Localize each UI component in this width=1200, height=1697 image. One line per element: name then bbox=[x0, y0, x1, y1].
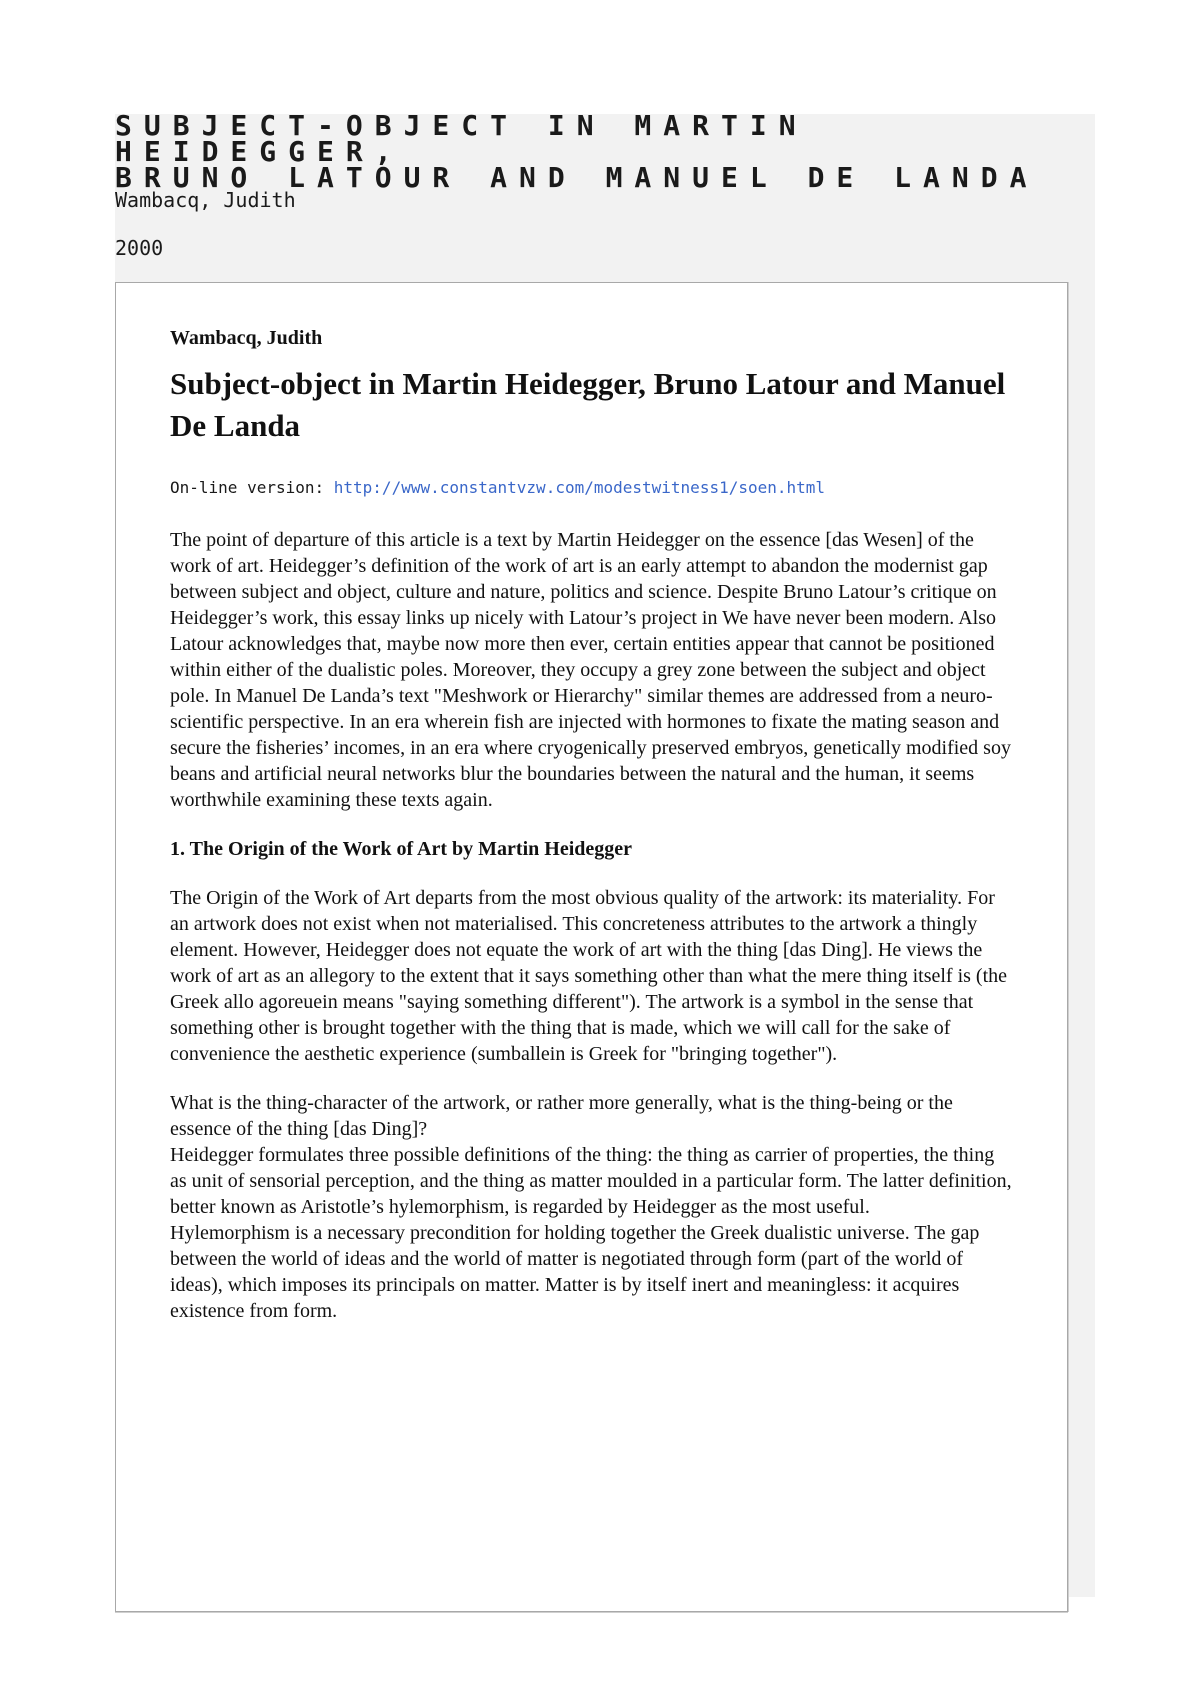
page-title-line-1: SUBJECT-OBJECT IN MARTIN HEIDEGGER, bbox=[115, 109, 808, 168]
header-year: 2000 bbox=[115, 236, 164, 260]
page-title bbox=[115, 109, 1115, 194]
page-title-line-2: BRUNO LATOUR AND MANUEL DE LANDA bbox=[115, 161, 1039, 194]
document-viewer[interactable] bbox=[115, 282, 1068, 1612]
paragraph-thing-line-2: Heidegger formulates three possible definitions of the thing: the thing as carrier of properties, the thing as unit of sensorial perception, and the thing as matter moulded in a particular form. The latter definition, better known as Aristotle’s hylemorphism, is regarded by Heidegger as the most useful. bbox=[170, 1144, 1012, 1218]
paragraph-intro: The point of departure of this article is a text by Martin Heidegger on the essence [das Wesen] of the work of art. Heidegger’s definition of the work of art is an early attempt to abandon the modernist gap between subject and object, culture and nature, politics and science. Despite Bruno Latour’s critique on Heidegger’s work, this essay links up nicely with Latour’s project in We have never been modern. Also Latour acknowledges that, maybe now more then ever, certain entities appear that cannot be positioned within either of the dualistic poles. Moreover, they occupy a grey zone between the subject and object pole. In Manuel De Landa’s text "Meshwork or Hierarchy" similar themes are addressed from a neuro-scientific perspective. In an era wherein fish are injected with hormones to fixate the mating season and secure the fisheries’ incomes, in an era where cryogenically preserved embryos, genetically modified soy beans and artificial neural networks blur the boundaries between the natural and the human, it seems worthwhile examining these texts again. bbox=[170, 529, 1011, 811]
document-author: Wambacq, Judith bbox=[170, 327, 323, 349]
section-heading-1: 1. The Origin of the Work of Art by Martin Heidegger bbox=[170, 838, 633, 860]
paragraph-thing bbox=[170, 1090, 1013, 1324]
paragraph-thing-line-1: What is the thing-character of the artwork, or rather more generally, what is the thing-being or the essence of the thing [das Ding]? bbox=[170, 1092, 953, 1140]
header-author: Wambacq, Judith bbox=[115, 188, 296, 212]
online-version-line bbox=[170, 477, 1013, 499]
paragraph-origin: The Origin of the Work of Art departs from the most obvious quality of the artwork: its materiality. For an artwork does not exist when not materialised. This concreteness attributes to the artwork a thingly element. However, Heidegger does not equate the work of art with the thing [das Ding]. He views the work of art as an allegory to the extent that it says something other than what the mere thing itself is (the Greek allo agoreuein means "saying something different"). The artwork is a symbol in the sense that something other is brought together with the thing that is made, which we will call for the sake of convenience the aesthetic experience (sumballein is Greek for "bringing together"). bbox=[170, 887, 1008, 1065]
document-title: Subject-object in Martin Heidegger, Bruno Latour and Manuel De Landa bbox=[170, 366, 1006, 443]
online-version-label: On-line version: bbox=[170, 478, 325, 497]
online-version-link[interactable]: http://www.constantvzw.com/modestwitness1/soen.html bbox=[333, 478, 826, 497]
paragraph-thing-line-3: Hylemorphism is a necessary precondition for holding together the Greek dualistic universe. The gap between the world of ideas and the world of matter is negotiated through form (part of the world of ideas), which imposes its principals on matter. Matter is by itself inert and meaningless: it acquires existence from form. bbox=[170, 1222, 980, 1322]
